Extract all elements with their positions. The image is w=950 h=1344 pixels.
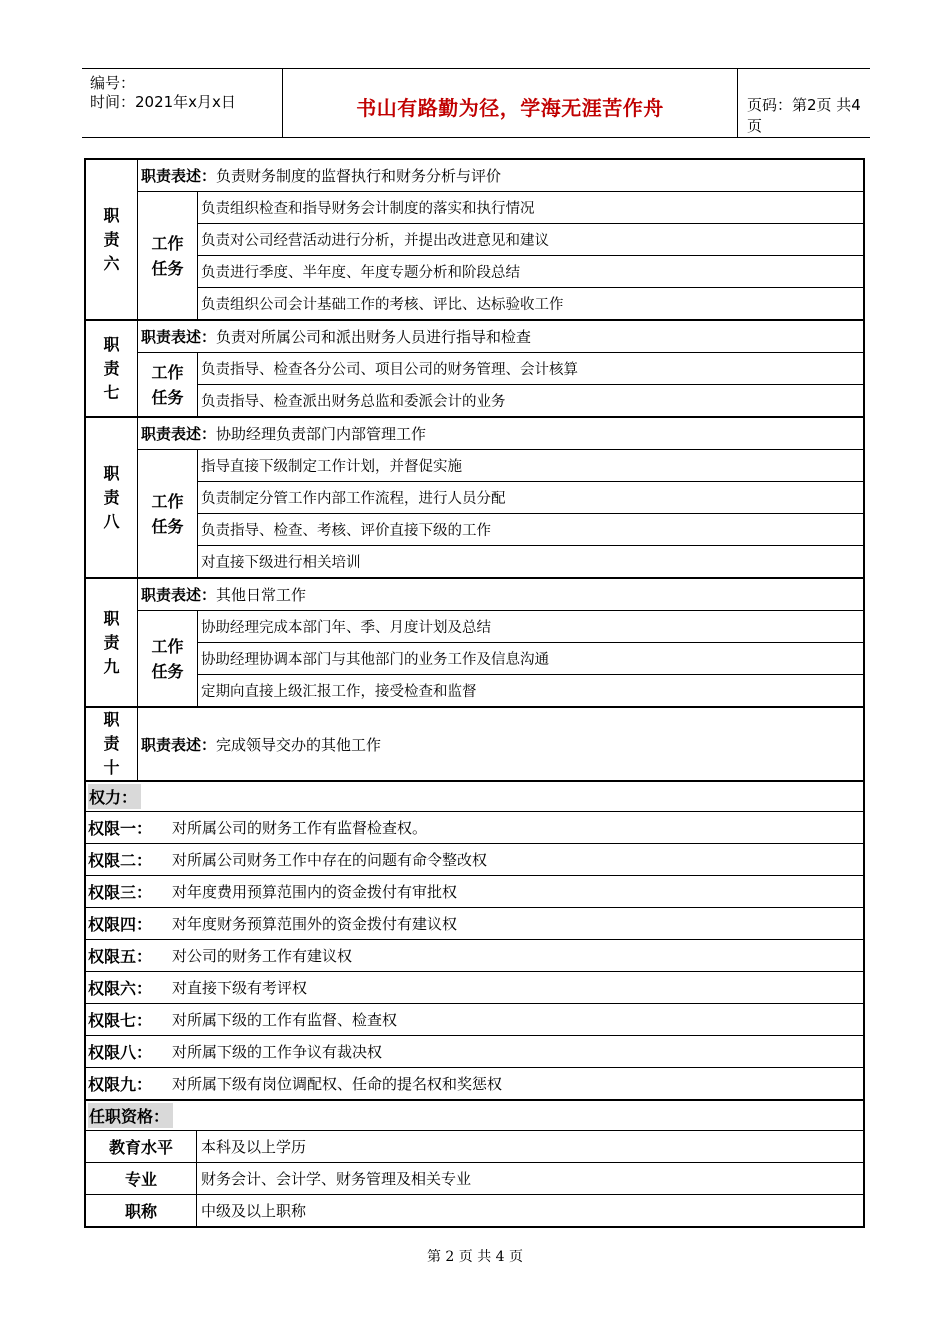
duty-label: 职责七 [86,321,138,416]
page-footer: 第 2 页 共 4 页 [426,1249,524,1265]
power-row: 权限二： 对所属公司财务工作中存在的问题有命令整改权 [86,844,863,876]
serial-label: 编号： [90,74,136,92]
qualification-row: 职称 中级及以上职称 [86,1195,863,1226]
duty-group-8 [86,418,863,579]
power-row: 权限四： 对年度财务预算范围外的资金拨付有建议权 [86,908,863,940]
task-item: 对直接下级进行相关培训 [201,555,361,571]
power-row: 权限三： 对年度费用预算范围内的资金拨付有审批权 [86,876,863,908]
qualification-row: 专业 财务会计、会计学、财务管理及相关专业 [86,1163,863,1195]
page-label: 页码：第2页 共4页 [747,96,861,135]
task-label: 工作任务 [138,353,198,416]
duty-table [84,158,865,1228]
powers-section [86,782,863,1101]
task-item: 负责指导、检查、考核、评价直接下级的工作 [198,514,863,546]
task-item: 负责进行季度、半年度、年度专题分析和阶段总结 [198,256,863,288]
power-row: 权限九： 对所属下级有岗位调配权、任命的提名权和奖惩权 [86,1068,863,1101]
duty-description: 职责表述： 负责财务制度的监督执行和财务分析与评价 [138,160,863,192]
duty-description: 职责表述： 其他日常工作 [138,579,863,611]
duty-group-7 [86,321,863,418]
motto: 书山有路勤为径，学海无涯苦作舟 [356,96,664,120]
duty-description: 职责表述： 协助经理负责部门内部管理工作 [138,418,863,450]
qualification-row: 教育水平 本科及以上学历 [86,1131,863,1163]
task-list [138,611,863,706]
power-row: 权限一： 对所属公司的财务工作有监督检查权。 [86,812,863,844]
task-item: 协助经理完成本部门年、季、月度计划及总结 [198,611,863,643]
task-item: 定期向直接上级汇报工作，接受检查和监督 [201,684,477,700]
duty-description: 职责表述： 负责对所属公司和派出财务人员进行指导和检查 [138,321,863,353]
task-item: 负责组织检查和指导财务会计制度的落实和执行情况 [198,192,863,224]
page-header [82,68,870,138]
header-meta [82,69,282,137]
duty-label: 职责九 [86,579,138,706]
duty-label: 职责六 [86,160,138,319]
power-row: 权限六： 对直接下级有考评权 [86,972,863,1004]
duty-group-10 [86,708,863,782]
task-label: 工作任务 [138,611,198,706]
duty-label: 职责十 [86,708,138,780]
task-item: 指导直接下级制定工作计划，并督促实施 [198,450,863,482]
powers-heading: 权力： [86,782,863,812]
duty-group-6 [86,160,863,321]
time-label: 时间：2021年x月x日 [90,93,236,111]
duty-label: 职责八 [86,418,138,577]
task-list [138,353,863,416]
power-row: 权限八： 对所属下级的工作争议有裁决权 [86,1036,863,1068]
duty-group-9 [86,579,863,708]
power-row: 权限七： 对所属下级的工作有监督、检查权 [86,1004,863,1036]
power-row: 权限五： 对公司的财务工作有建议权 [86,940,863,972]
task-item: 负责指导、检查派出财务总监和委派会计的业务 [201,394,506,410]
header-page-cell [737,69,870,137]
task-list [138,192,863,319]
header-motto-cell [282,69,738,137]
task-item: 负责制定分管工作内部工作流程，进行人员分配 [198,482,863,514]
task-item: 负责组织公司会计基础工作的考核、评比、达标验收工作 [201,297,564,313]
task-label: 工作任务 [138,192,198,319]
qualifications-heading: 任职资格： [86,1101,863,1131]
task-item: 负责指导、检查各分公司、项目公司的财务管理、会计核算 [198,353,863,385]
task-list [138,450,863,577]
task-item: 协助经理协调本部门与其他部门的业务工作及信息沟通 [198,643,863,675]
task-label: 工作任务 [138,450,198,577]
duty-description: 职责表述： 完成领导交办的其他工作 [141,735,382,754]
task-item: 负责对公司经营活动进行分析，并提出改进意见和建议 [198,224,863,256]
qualifications-section [86,1101,863,1226]
